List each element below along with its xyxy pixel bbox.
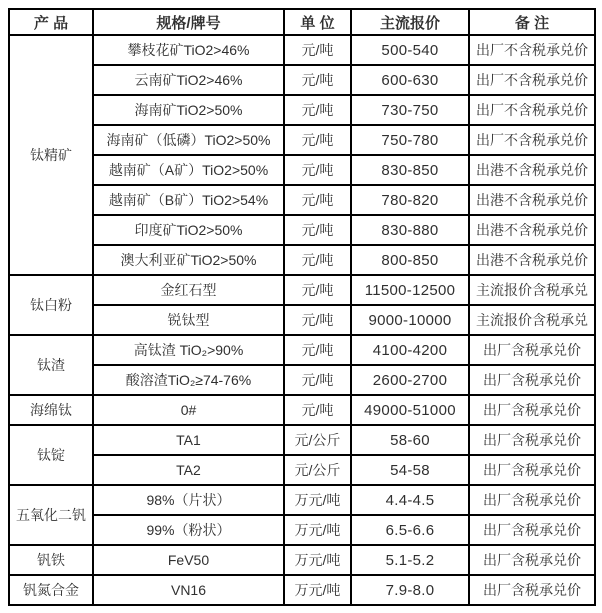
unit-cell: 元/吨: [284, 305, 351, 335]
note-cell: 出厂含税承兑价: [469, 335, 595, 365]
table-row: [9, 125, 595, 155]
spec-cell: 高钛渣 TiO₂>90%: [93, 335, 284, 365]
unit-cell: 万元/吨: [284, 575, 351, 605]
note-cell: 出厂不含税承兑价: [469, 65, 595, 95]
note-cell: 出厂不含税承兑价: [469, 35, 595, 65]
unit-cell: 元/吨: [284, 35, 351, 65]
unit-cell: 元/吨: [284, 95, 351, 125]
unit-cell: 元/吨: [284, 335, 351, 365]
note-cell: 出厂含税承兑价: [469, 425, 595, 455]
price-cell: 9000-10000: [351, 305, 469, 335]
table-row: [9, 155, 595, 185]
table-row: [9, 575, 595, 605]
unit-cell: 元/吨: [284, 365, 351, 395]
price-cell: 7.9-8.0: [351, 575, 469, 605]
unit-cell: 元/吨: [284, 125, 351, 155]
note-cell: 出港不含税承兑价: [469, 185, 595, 215]
price-cell: 780-820: [351, 185, 469, 215]
product-cell-ferrovanadium: 钒铁: [9, 545, 93, 575]
price-cell: 830-880: [351, 215, 469, 245]
table-row: [9, 425, 595, 455]
table-row: [9, 515, 595, 545]
spec-cell: 云南矿TiO2>46%: [93, 65, 284, 95]
table-row: [9, 215, 595, 245]
spec-cell: TA2: [93, 455, 284, 485]
spec-cell: 印度矿TiO2>50%: [93, 215, 284, 245]
spec-cell: FeV50: [93, 545, 284, 575]
note-cell: 出厂含税承兑价: [469, 485, 595, 515]
price-cell: 800-850: [351, 245, 469, 275]
price-table: [8, 8, 596, 606]
unit-cell: 元/公斤: [284, 425, 351, 455]
price-cell: 600-630: [351, 65, 469, 95]
unit-cell: 元/吨: [284, 185, 351, 215]
spec-cell: TA1: [93, 425, 284, 455]
note-cell: 出港不含税承兑价: [469, 245, 595, 275]
spec-cell: 金红石型: [93, 275, 284, 305]
table-row: [9, 185, 595, 215]
note-cell: 出厂不含税承兑价: [469, 95, 595, 125]
price-cell: 5.1-5.2: [351, 545, 469, 575]
table-row: [9, 485, 595, 515]
price-cell: 730-750: [351, 95, 469, 125]
spec-cell: 99%（粉状）: [93, 515, 284, 545]
unit-cell: 元/吨: [284, 395, 351, 425]
product-cell-titanium-ingot: 钛锭: [9, 425, 93, 485]
price-cell: 54-58: [351, 455, 469, 485]
product-cell-titanium-sponge: 海绵钛: [9, 395, 93, 425]
table-row: [9, 365, 595, 395]
col-header-spec: 规格/牌号: [93, 9, 284, 35]
product-cell-vanadium-nitride-alloy: 钒氮合金: [9, 575, 93, 605]
col-header-unit: 单 位: [284, 9, 351, 35]
unit-cell: 元/吨: [284, 275, 351, 305]
col-header-product: 产 品: [9, 9, 93, 35]
product-cell-titanium-dioxide: 钛白粉: [9, 275, 93, 335]
price-cell: 49000-51000: [351, 395, 469, 425]
table-row: [9, 395, 595, 425]
note-cell: 出厂含税承兑价: [469, 395, 595, 425]
note-cell: 出厂含税承兑价: [469, 575, 595, 605]
spec-cell: 越南矿（B矿）TiO2>54%: [93, 185, 284, 215]
table-row: [9, 65, 595, 95]
spec-cell: 海南矿TiO2>50%: [93, 95, 284, 125]
note-cell: 出厂含税承兑价: [469, 365, 595, 395]
table-row: [9, 305, 595, 335]
price-cell: 4100-4200: [351, 335, 469, 365]
unit-cell: 元/吨: [284, 215, 351, 245]
note-cell: 出港不含税承兑价: [469, 155, 595, 185]
price-cell: 11500-12500: [351, 275, 469, 305]
spec-cell: 海南矿（低磷）TiO2>50%: [93, 125, 284, 155]
spec-cell: 澳大利亚矿TiO2>50%: [93, 245, 284, 275]
price-cell: 6.5-6.6: [351, 515, 469, 545]
price-cell: 4.4-4.5: [351, 485, 469, 515]
unit-cell: 元/吨: [284, 245, 351, 275]
spec-cell: 攀枝花矿TiO2>46%: [93, 35, 284, 65]
note-cell: 主流报价含税承兑: [469, 305, 595, 335]
spec-cell: 越南矿（A矿）TiO2>50%: [93, 155, 284, 185]
table-row: [9, 545, 595, 575]
product-cell-titanium-concentrate: 钛精矿: [9, 35, 93, 275]
table-row: [9, 455, 595, 485]
price-cell: 500-540: [351, 35, 469, 65]
note-cell: 出厂含税承兑价: [469, 455, 595, 485]
note-cell: 出厂不含税承兑价: [469, 125, 595, 155]
table-row: [9, 35, 595, 65]
note-cell: 出厂含税承兑价: [469, 545, 595, 575]
table-row: [9, 335, 595, 365]
note-cell: 出港不含税承兑价: [469, 215, 595, 245]
note-cell: 出厂含税承兑价: [469, 515, 595, 545]
unit-cell: 万元/吨: [284, 545, 351, 575]
product-cell-titanium-slag: 钛渣: [9, 335, 93, 395]
unit-cell: 万元/吨: [284, 485, 351, 515]
price-cell: 2600-2700: [351, 365, 469, 395]
col-header-note: 备 注: [469, 9, 595, 35]
unit-cell: 元/吨: [284, 155, 351, 185]
unit-cell: 元/吨: [284, 65, 351, 95]
price-cell: 58-60: [351, 425, 469, 455]
spec-cell: VN16: [93, 575, 284, 605]
spec-cell: 0#: [93, 395, 284, 425]
table-row: [9, 245, 595, 275]
col-header-price: 主流报价: [351, 9, 469, 35]
price-cell: 830-850: [351, 155, 469, 185]
price-cell: 750-780: [351, 125, 469, 155]
table-row: [9, 275, 595, 305]
spec-cell: 酸溶渣TiO₂≥74-76%: [93, 365, 284, 395]
product-cell-vanadium-pentoxide: 五氧化二钒: [9, 485, 93, 545]
unit-cell: 元/公斤: [284, 455, 351, 485]
unit-cell: 万元/吨: [284, 515, 351, 545]
table-header-row: [9, 9, 595, 35]
spec-cell: 98%（片状）: [93, 485, 284, 515]
table-row: [9, 95, 595, 125]
spec-cell: 锐钛型: [93, 305, 284, 335]
note-cell: 主流报价含税承兑: [469, 275, 595, 305]
